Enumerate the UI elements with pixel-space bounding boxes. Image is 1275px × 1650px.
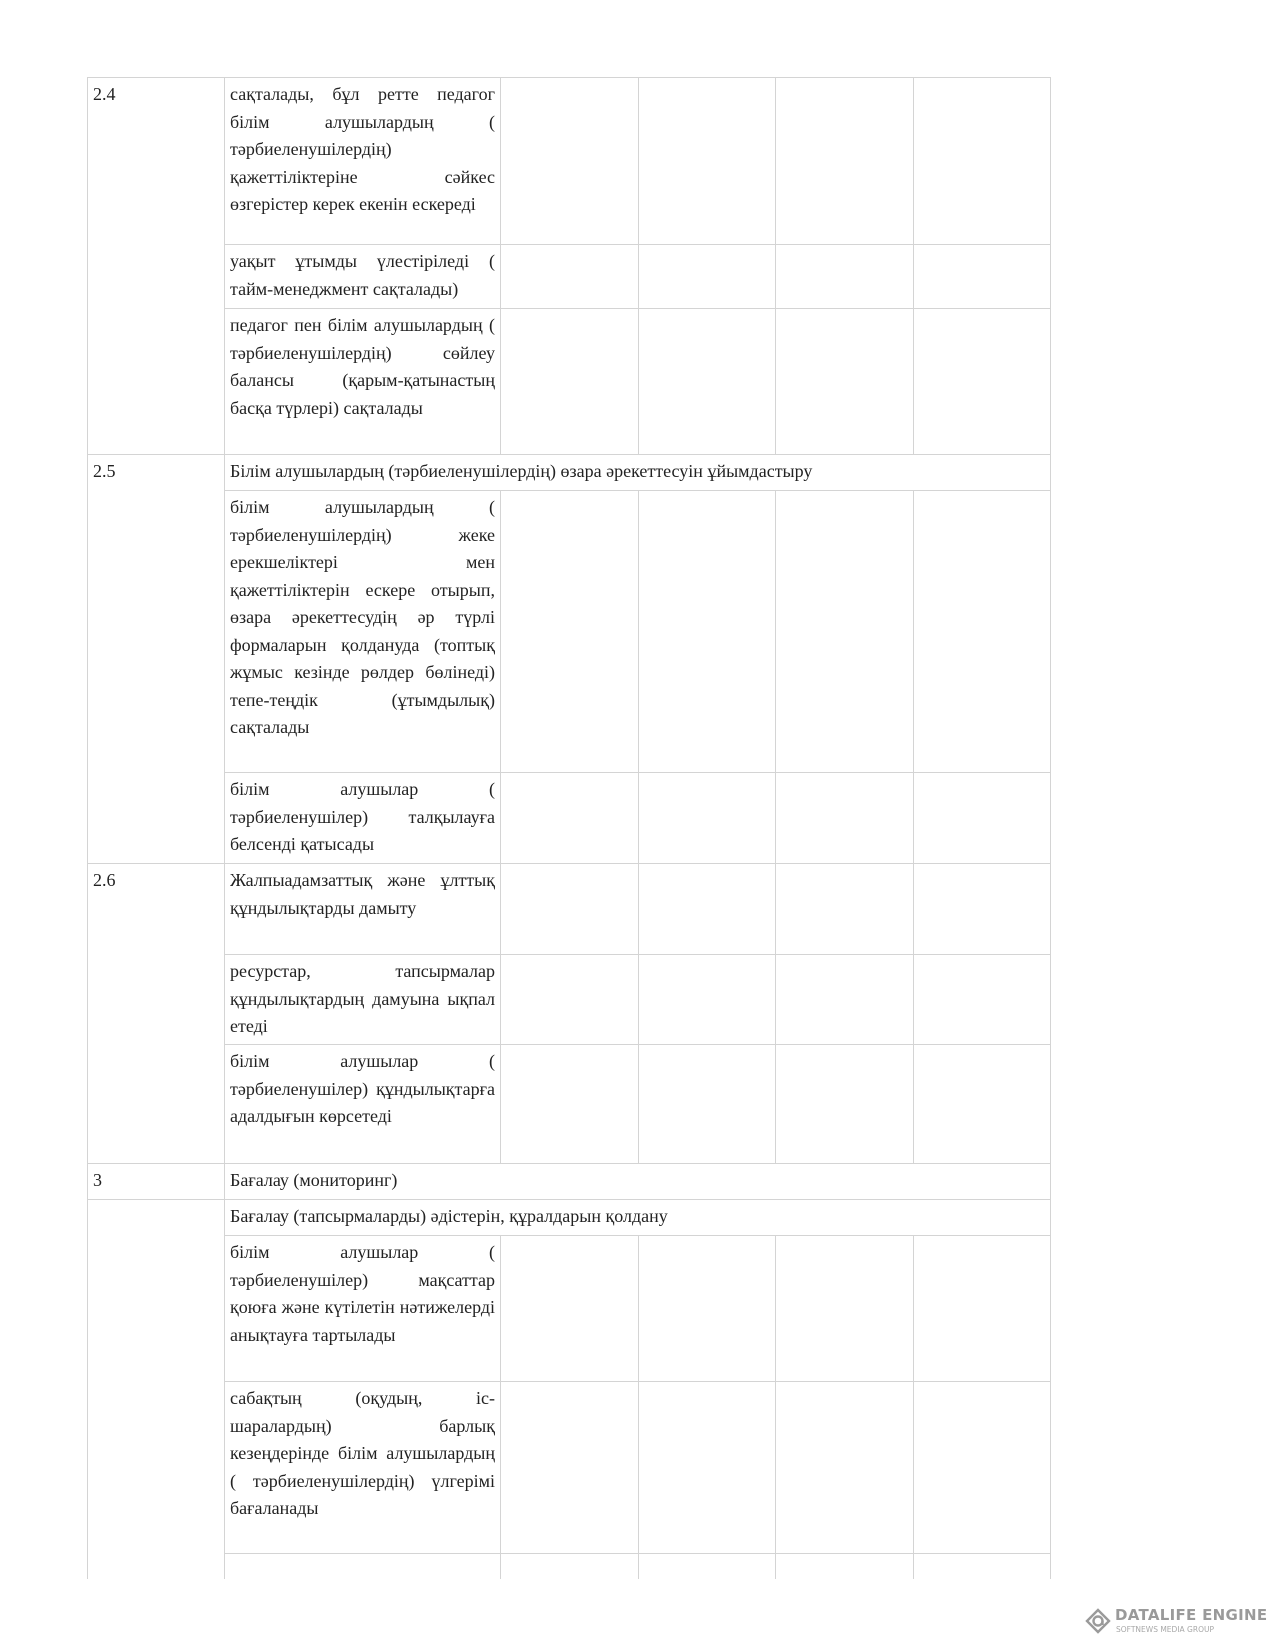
score-cell[interactable] bbox=[501, 78, 639, 245]
criterion-text: білім алушылар ( тәрбиеленушілер) талқылауға белсенді қатысады bbox=[225, 773, 501, 864]
row-number: 2.5 bbox=[88, 455, 225, 864]
table-row bbox=[88, 1382, 1051, 1554]
section-heading: Бағалау (мониторинг) bbox=[225, 1164, 1051, 1200]
score-cell[interactable] bbox=[501, 309, 639, 455]
criterion-text: білім алушылар ( тәрбиеленушілер) құндылықтарға адалдығын көрсетеді bbox=[225, 1045, 501, 1164]
table-row bbox=[88, 955, 1051, 1045]
score-cell[interactable] bbox=[914, 773, 1051, 864]
score-cell[interactable] bbox=[639, 955, 776, 1045]
score-cell[interactable] bbox=[776, 1554, 914, 1579]
score-cell[interactable] bbox=[639, 491, 776, 773]
criterion-text: уақыт ұтымды үлестіріледі ( тайм-менеджмент сақталады) bbox=[225, 245, 501, 309]
table-row bbox=[88, 1554, 1051, 1579]
score-cell[interactable] bbox=[776, 773, 914, 864]
table-row bbox=[88, 864, 1051, 955]
row-number: 2.4 bbox=[88, 78, 225, 455]
score-cell[interactable] bbox=[914, 1045, 1051, 1164]
score-cell[interactable] bbox=[639, 1382, 776, 1554]
criterion-text: білім алушылардың ( тәрбиеленушілердің) жеке ерекшеліктері мен қажеттіліктерін ескере отырып, өзара әрекеттесудің әр түрлі формаларын қолдануда (топтық жұмыс кезінде рөлдер бөлінеді) тепе-теңдік (ұтымдылық) сақталады bbox=[225, 491, 501, 773]
table-row bbox=[88, 1164, 1051, 1200]
score-cell[interactable] bbox=[501, 491, 639, 773]
section-subheading: Бағалау (тапсырмаларды) әдістерін, құралдарын қолдану bbox=[225, 1200, 1051, 1236]
criterion-text: ресурстар, тапсырмалар құндылықтардың дамуына ықпал етеді bbox=[225, 955, 501, 1045]
criterion-text: педагог пен білім алушылардың ( тәрбиеленушілердің) сөйлеу балансы (қарым-қатынастың басқа түрлері) сақталады bbox=[225, 309, 501, 455]
score-cell[interactable] bbox=[776, 309, 914, 455]
section-heading: Білім алушылардың (тәрбиеленушілердің) өзара әрекеттесуін ұйымдастыру bbox=[225, 455, 1051, 491]
table-row bbox=[88, 455, 1051, 491]
score-cell[interactable] bbox=[639, 864, 776, 955]
table-row bbox=[88, 78, 1051, 245]
watermark-subtitle: SOFTNEWS MEDIA GROUP bbox=[1116, 1625, 1214, 1634]
score-cell[interactable] bbox=[501, 245, 639, 309]
criterion-text: сақталады, бұл ретте педагог білім алушылардың ( тәрбиеленушілердің) қажеттіліктеріне сәйкес өзгерістер керек екенін ескереді bbox=[225, 78, 501, 245]
score-cell[interactable] bbox=[776, 245, 914, 309]
score-cell[interactable] bbox=[501, 773, 639, 864]
score-cell[interactable] bbox=[639, 1554, 776, 1579]
score-cell[interactable] bbox=[776, 1045, 914, 1164]
score-cell[interactable] bbox=[914, 78, 1051, 245]
watermark-title: DATALIFE ENGINE bbox=[1115, 1606, 1268, 1624]
score-cell[interactable] bbox=[914, 1554, 1051, 1579]
criteria-table bbox=[87, 77, 1051, 1579]
datalife-engine-watermark bbox=[1085, 1606, 1268, 1640]
row-number-empty bbox=[88, 1200, 225, 1579]
table-row bbox=[88, 491, 1051, 773]
score-cell[interactable] bbox=[914, 1236, 1051, 1382]
score-cell[interactable] bbox=[914, 1382, 1051, 1554]
table-row bbox=[88, 309, 1051, 455]
row-number: 2.6 bbox=[88, 864, 225, 1164]
score-cell[interactable] bbox=[639, 245, 776, 309]
score-cell[interactable] bbox=[914, 864, 1051, 955]
score-cell[interactable] bbox=[639, 78, 776, 245]
score-cell[interactable] bbox=[914, 245, 1051, 309]
table-row bbox=[88, 1045, 1051, 1164]
score-cell[interactable] bbox=[501, 1236, 639, 1382]
criterion-text: білім алушылар ( тәрбиеленушілер) мақсаттар қоюға және күтілетін нәтижелерді анықтауға тартылады bbox=[225, 1236, 501, 1382]
score-cell[interactable] bbox=[776, 491, 914, 773]
score-cell[interactable] bbox=[501, 955, 639, 1045]
score-cell[interactable] bbox=[914, 955, 1051, 1045]
score-cell[interactable] bbox=[639, 309, 776, 455]
score-cell[interactable] bbox=[501, 864, 639, 955]
score-cell[interactable] bbox=[501, 1382, 639, 1554]
score-cell[interactable] bbox=[639, 773, 776, 864]
score-cell[interactable] bbox=[639, 1236, 776, 1382]
score-cell[interactable] bbox=[776, 864, 914, 955]
score-cell[interactable] bbox=[914, 491, 1051, 773]
score-cell[interactable] bbox=[501, 1554, 639, 1579]
table-row bbox=[88, 1236, 1051, 1382]
score-cell[interactable] bbox=[776, 955, 914, 1045]
criterion-text: сабақтың (оқудың, іс-шаралардың) барлық кезеңдерінде білім алушылардың ( тәрбиеленушілердің) үлгерімі бағаланады bbox=[225, 1382, 501, 1554]
score-cell[interactable] bbox=[639, 1045, 776, 1164]
score-cell[interactable] bbox=[914, 309, 1051, 455]
criterion-text-empty bbox=[225, 1554, 501, 1579]
score-cell[interactable] bbox=[776, 1382, 914, 1554]
score-cell[interactable] bbox=[776, 78, 914, 245]
criterion-text: Жалпыадамзаттық және ұлттық құндылықтарды дамыту bbox=[225, 864, 501, 955]
score-cell[interactable] bbox=[776, 1236, 914, 1382]
row-number: 3 bbox=[88, 1164, 225, 1200]
score-cell[interactable] bbox=[501, 1045, 639, 1164]
table-row bbox=[88, 773, 1051, 864]
table-row bbox=[88, 245, 1051, 309]
table-row bbox=[88, 1200, 1051, 1236]
datalife-logo-icon bbox=[1085, 1608, 1111, 1634]
